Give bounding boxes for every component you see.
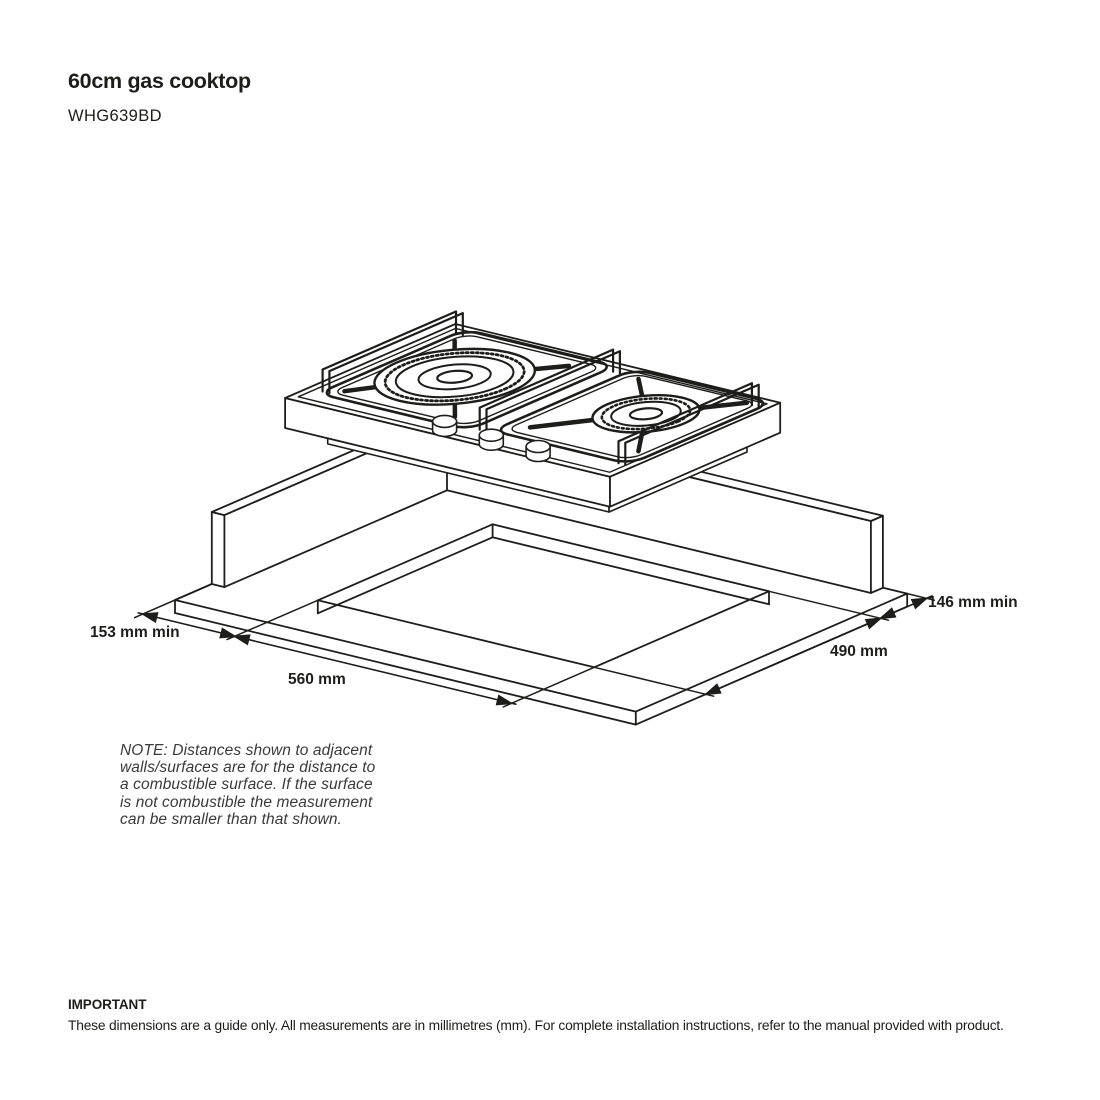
page-title: 60cm gas cooktop [68,69,251,93]
note-line: a combustible surface. If the surface [120,776,373,794]
arrow-153-left [143,613,158,622]
control-knob [526,441,550,462]
control-knob [479,429,503,450]
arrow-560-right [497,696,512,705]
footer-heading: IMPORTANT [68,997,147,1012]
arrow-490-front [706,685,721,695]
model-number: WHG639BD [68,107,162,125]
note-block [120,742,375,828]
arrow-153-right [220,629,235,638]
arrow-146-back [912,598,927,608]
control-knob [433,415,457,436]
note-line: NOTE: Distances shown to adjacent [120,742,373,759]
arrow-146-front [881,609,896,619]
note-line: can be smaller than that shown. [120,810,342,828]
arrow-560-left [235,635,250,644]
arrow-490-back [866,618,881,628]
note-line: walls/surfaces are for the distance to [120,759,376,777]
dim-label-rear-clearance: 146 mm min [928,594,1018,611]
footer-disclaimer: These dimensions are a guide only. All measurements are in millimetres (mm). For complete installation instructions, refer to the manual provided with product. [68,1018,1004,1033]
dim-label-cutout-depth: 490 mm [830,643,888,660]
dim-label-left-clearance: 153 mm min [90,624,180,641]
dim-label-cutout-width: 560 mm [288,671,346,688]
note-line: is not combustible the measurement [120,793,373,811]
